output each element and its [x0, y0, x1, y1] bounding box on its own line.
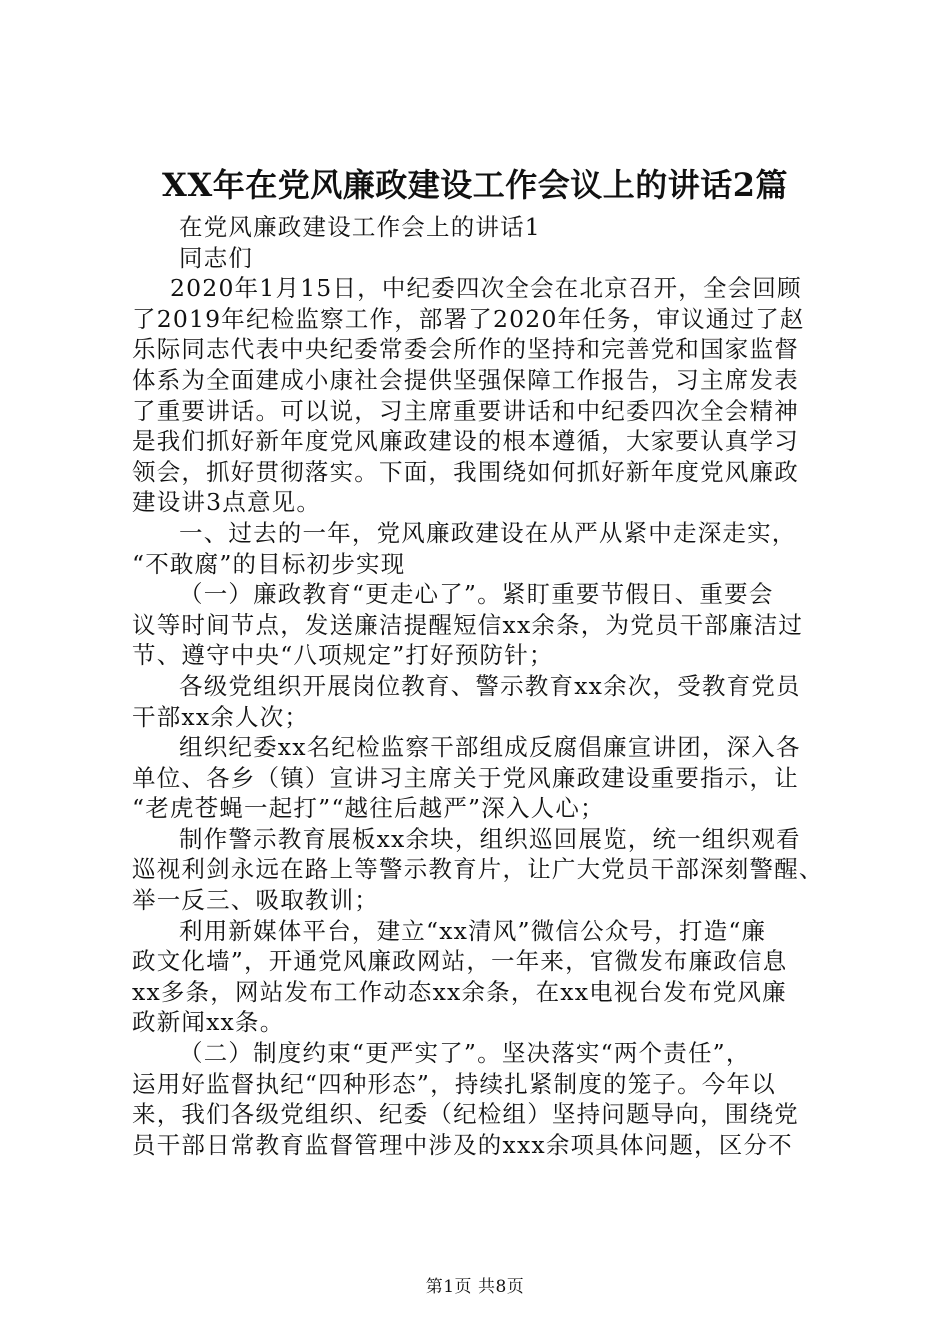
section-heading-line: “不敢腐”的目标初步实现	[132, 549, 406, 578]
paragraph-line: “老虎苍蝇一起打”“越往后越严”深入人心；	[132, 794, 605, 823]
paragraph-line: 节、遵守中央“八项规定”打好预防针；	[132, 641, 554, 670]
paragraph-line: 体系为全面建成小康社会提供坚强保障工作报告，习主席发表	[132, 365, 799, 394]
document-title: XX年在党风廉政建设工作会议上的讲话2篇	[162, 166, 788, 204]
paragraph-line: 巡视利剑永远在路上等警示教育片，让广大党员干部深刻警醒、	[132, 855, 824, 884]
paragraph-line: 员干部日常教育监督管理中涉及的xxx余项具体问题，区分不	[132, 1130, 793, 1159]
paragraph-line: 干部xx余人次；	[132, 702, 310, 731]
paragraph-line: 了2019年纪检监察工作，部署了2020年任务，审议通过了赵	[132, 304, 805, 333]
paragraph-line: （一）廉政教育“更走心了”。紧盯重要节假日、重要会	[179, 580, 774, 609]
paragraph-line: 政文化墙”，开通党风廉政网站，一年来，官微发布廉政信息	[132, 947, 788, 976]
paragraph-line: 政新闻xx条。	[132, 1008, 285, 1037]
paragraph-line: 领会，抓好贯彻落实。下面，我围绕如何抓好新年度党风廉政	[132, 457, 799, 486]
paragraph-line: 了重要讲话。可以说，习主席重要讲话和中纪委四次全会精神	[132, 396, 799, 425]
paragraph-line: 2020年1月15日，中纪委四次全会在北京召开，全会回顾	[170, 274, 802, 303]
document-body	[132, 212, 832, 1160]
paragraph-line: 议等时间节点，发送廉洁提醒短信xx余条，为党员干部廉洁过	[132, 610, 804, 639]
paragraph-line: 乐际同志代表中央纪委常委会所作的坚持和完善党和国家监督	[132, 335, 799, 364]
paragraph-line: 是我们抓好新年度党风廉政建设的根本遵循，大家要认真学习	[132, 427, 799, 456]
paragraph-line: 举一反三、吸取教训；	[132, 886, 379, 915]
section-heading: 在党风廉政建设工作会上的讲话1	[179, 213, 541, 241]
paragraph-line: 单位、各乡（镇）宣讲习主席关于党风廉政建设重要指示，让	[132, 763, 799, 792]
paragraph-line: 利用新媒体平台，建立“xx清风”微信公众号，打造“廉	[179, 916, 767, 945]
paragraph-line: 制作警示教育展板xx余块，组织巡回展览，统一组织观看	[179, 824, 801, 853]
paragraph-line: 建设讲3点意见。	[132, 488, 322, 517]
paragraph-line: 组织纪委xx名纪检监察干部组成反腐倡廉宣讲团，深入各	[179, 733, 801, 762]
paragraph-line: （二）制度约束“更严实了”。坚决落实“两个责任”，	[179, 1039, 751, 1068]
paragraph-line: 来，我们各级党组织、纪委（纪检组）坚持问题导向，围绕党	[132, 1100, 799, 1129]
salutation: 同志们	[179, 243, 254, 272]
paragraph-line: 各级党组织开展岗位教育、警示教育xx余次，受教育党员	[179, 671, 801, 700]
page-number: 第1页 共8页	[425, 1277, 525, 1297]
paragraph-line: xx多条，网站发布工作动态xx余条，在xx电视台发布党风廉	[132, 977, 787, 1006]
section-heading-line: 一、过去的一年，党风廉政建设在从严从紧中走深走实，	[179, 518, 797, 547]
paragraph-line: 运用好监督执纪“四种形态”，持续扎紧制度的笼子。今年以	[132, 1069, 776, 1098]
